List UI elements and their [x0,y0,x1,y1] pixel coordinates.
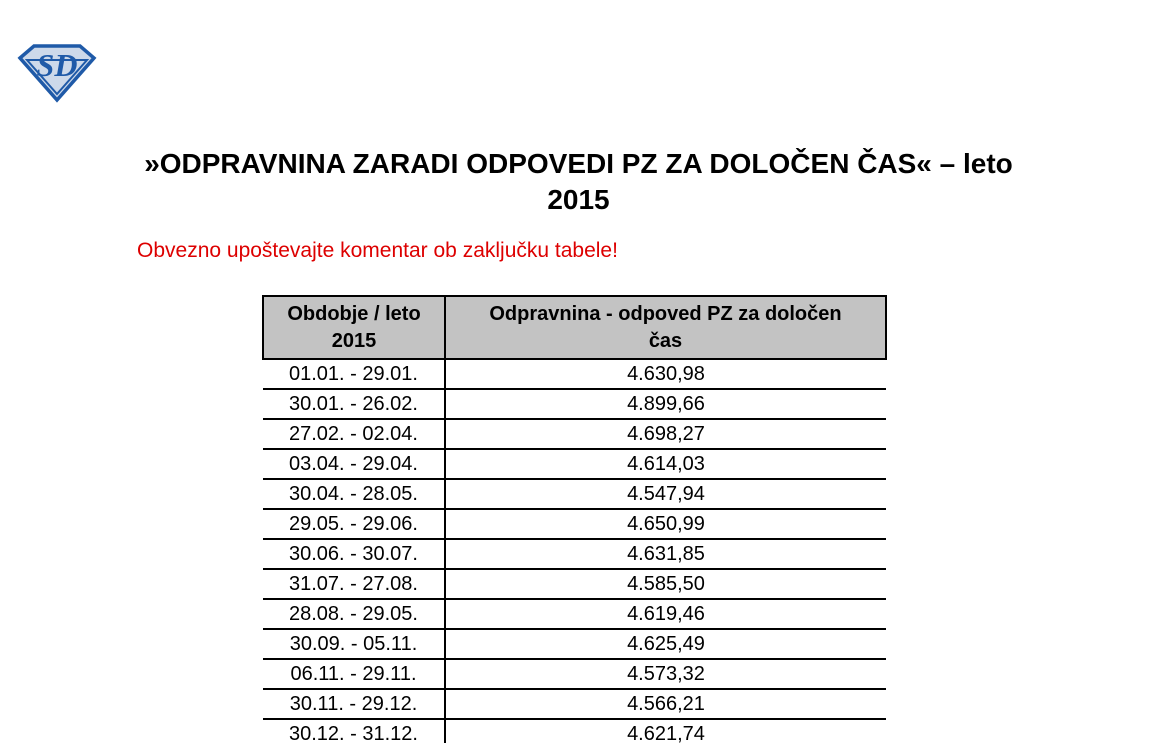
sd-diamond-logo-icon [17,43,97,103]
logo-letters: SD [36,47,78,83]
period-cell: 03.04. - 29.04. [263,449,445,479]
value-cell: 4.614,03 [445,449,886,479]
column-header-value-line1: Odpravnina - odpoved PZ za določen [489,302,842,325]
period-cell: 29.05. - 29.06. [263,509,445,539]
table-row [263,599,886,629]
column-header-period-line1: Obdobje / leto [287,302,421,325]
table-row [263,719,886,743]
table-row [263,659,886,689]
period-cell: 30.01. - 26.02. [263,389,445,419]
period-cell: 06.11. - 29.11. [263,659,445,689]
value-cell: 4.698,27 [445,419,886,449]
table-row [263,569,886,599]
period-cell: 27.02. - 02.04. [263,419,445,449]
value-cell: 4.619,46 [445,599,886,629]
period-cell: 30.06. - 30.07. [263,539,445,569]
table-row [263,479,886,509]
value-cell: 4.547,94 [445,479,886,509]
value-cell: 4.585,50 [445,569,886,599]
table-row [263,689,886,719]
page-title [0,146,1157,218]
period-cell: 30.11. - 29.12. [263,689,445,719]
table-row [263,389,886,419]
period-cell: 30.04. - 28.05. [263,479,445,509]
column-header-period-line2: 2015 [331,329,377,352]
period-cell: 01.01. - 29.01. [263,359,445,389]
value-cell: 4.625,49 [445,629,886,659]
table-header-row [263,296,886,359]
column-header-value [445,296,886,359]
period-cell: 30.09. - 05.11. [263,629,445,659]
column-header-value-line2: čas [648,329,683,352]
table-row [263,359,886,389]
warning-notice: Obvezno upoštevajte komentar ob zaključku tabele! [137,239,618,262]
value-cell: 4.621,74 [445,719,886,743]
period-cell: 30.12. - 31.12. [263,719,445,743]
period-cell: 31.07. - 27.08. [263,569,445,599]
column-header-period [263,296,445,359]
value-cell: 4.630,98 [445,359,886,389]
page-title-line1: »ODPRAVNINA ZARADI ODPOVEDI PZ ZA DOLOČEN ČAS« – leto [144,148,1013,179]
value-cell: 4.899,66 [445,389,886,419]
value-cell: 4.650,99 [445,509,886,539]
table-row [263,629,886,659]
period-cell: 28.08. - 29.05. [263,599,445,629]
value-cell: 4.566,21 [445,689,886,719]
table-row [263,509,886,539]
value-cell: 4.573,32 [445,659,886,689]
page-title-line2: 2015 [547,184,610,215]
table-row [263,419,886,449]
table-row [263,449,886,479]
value-cell: 4.631,85 [445,539,886,569]
table-row [263,539,886,569]
severance-table [262,295,887,743]
